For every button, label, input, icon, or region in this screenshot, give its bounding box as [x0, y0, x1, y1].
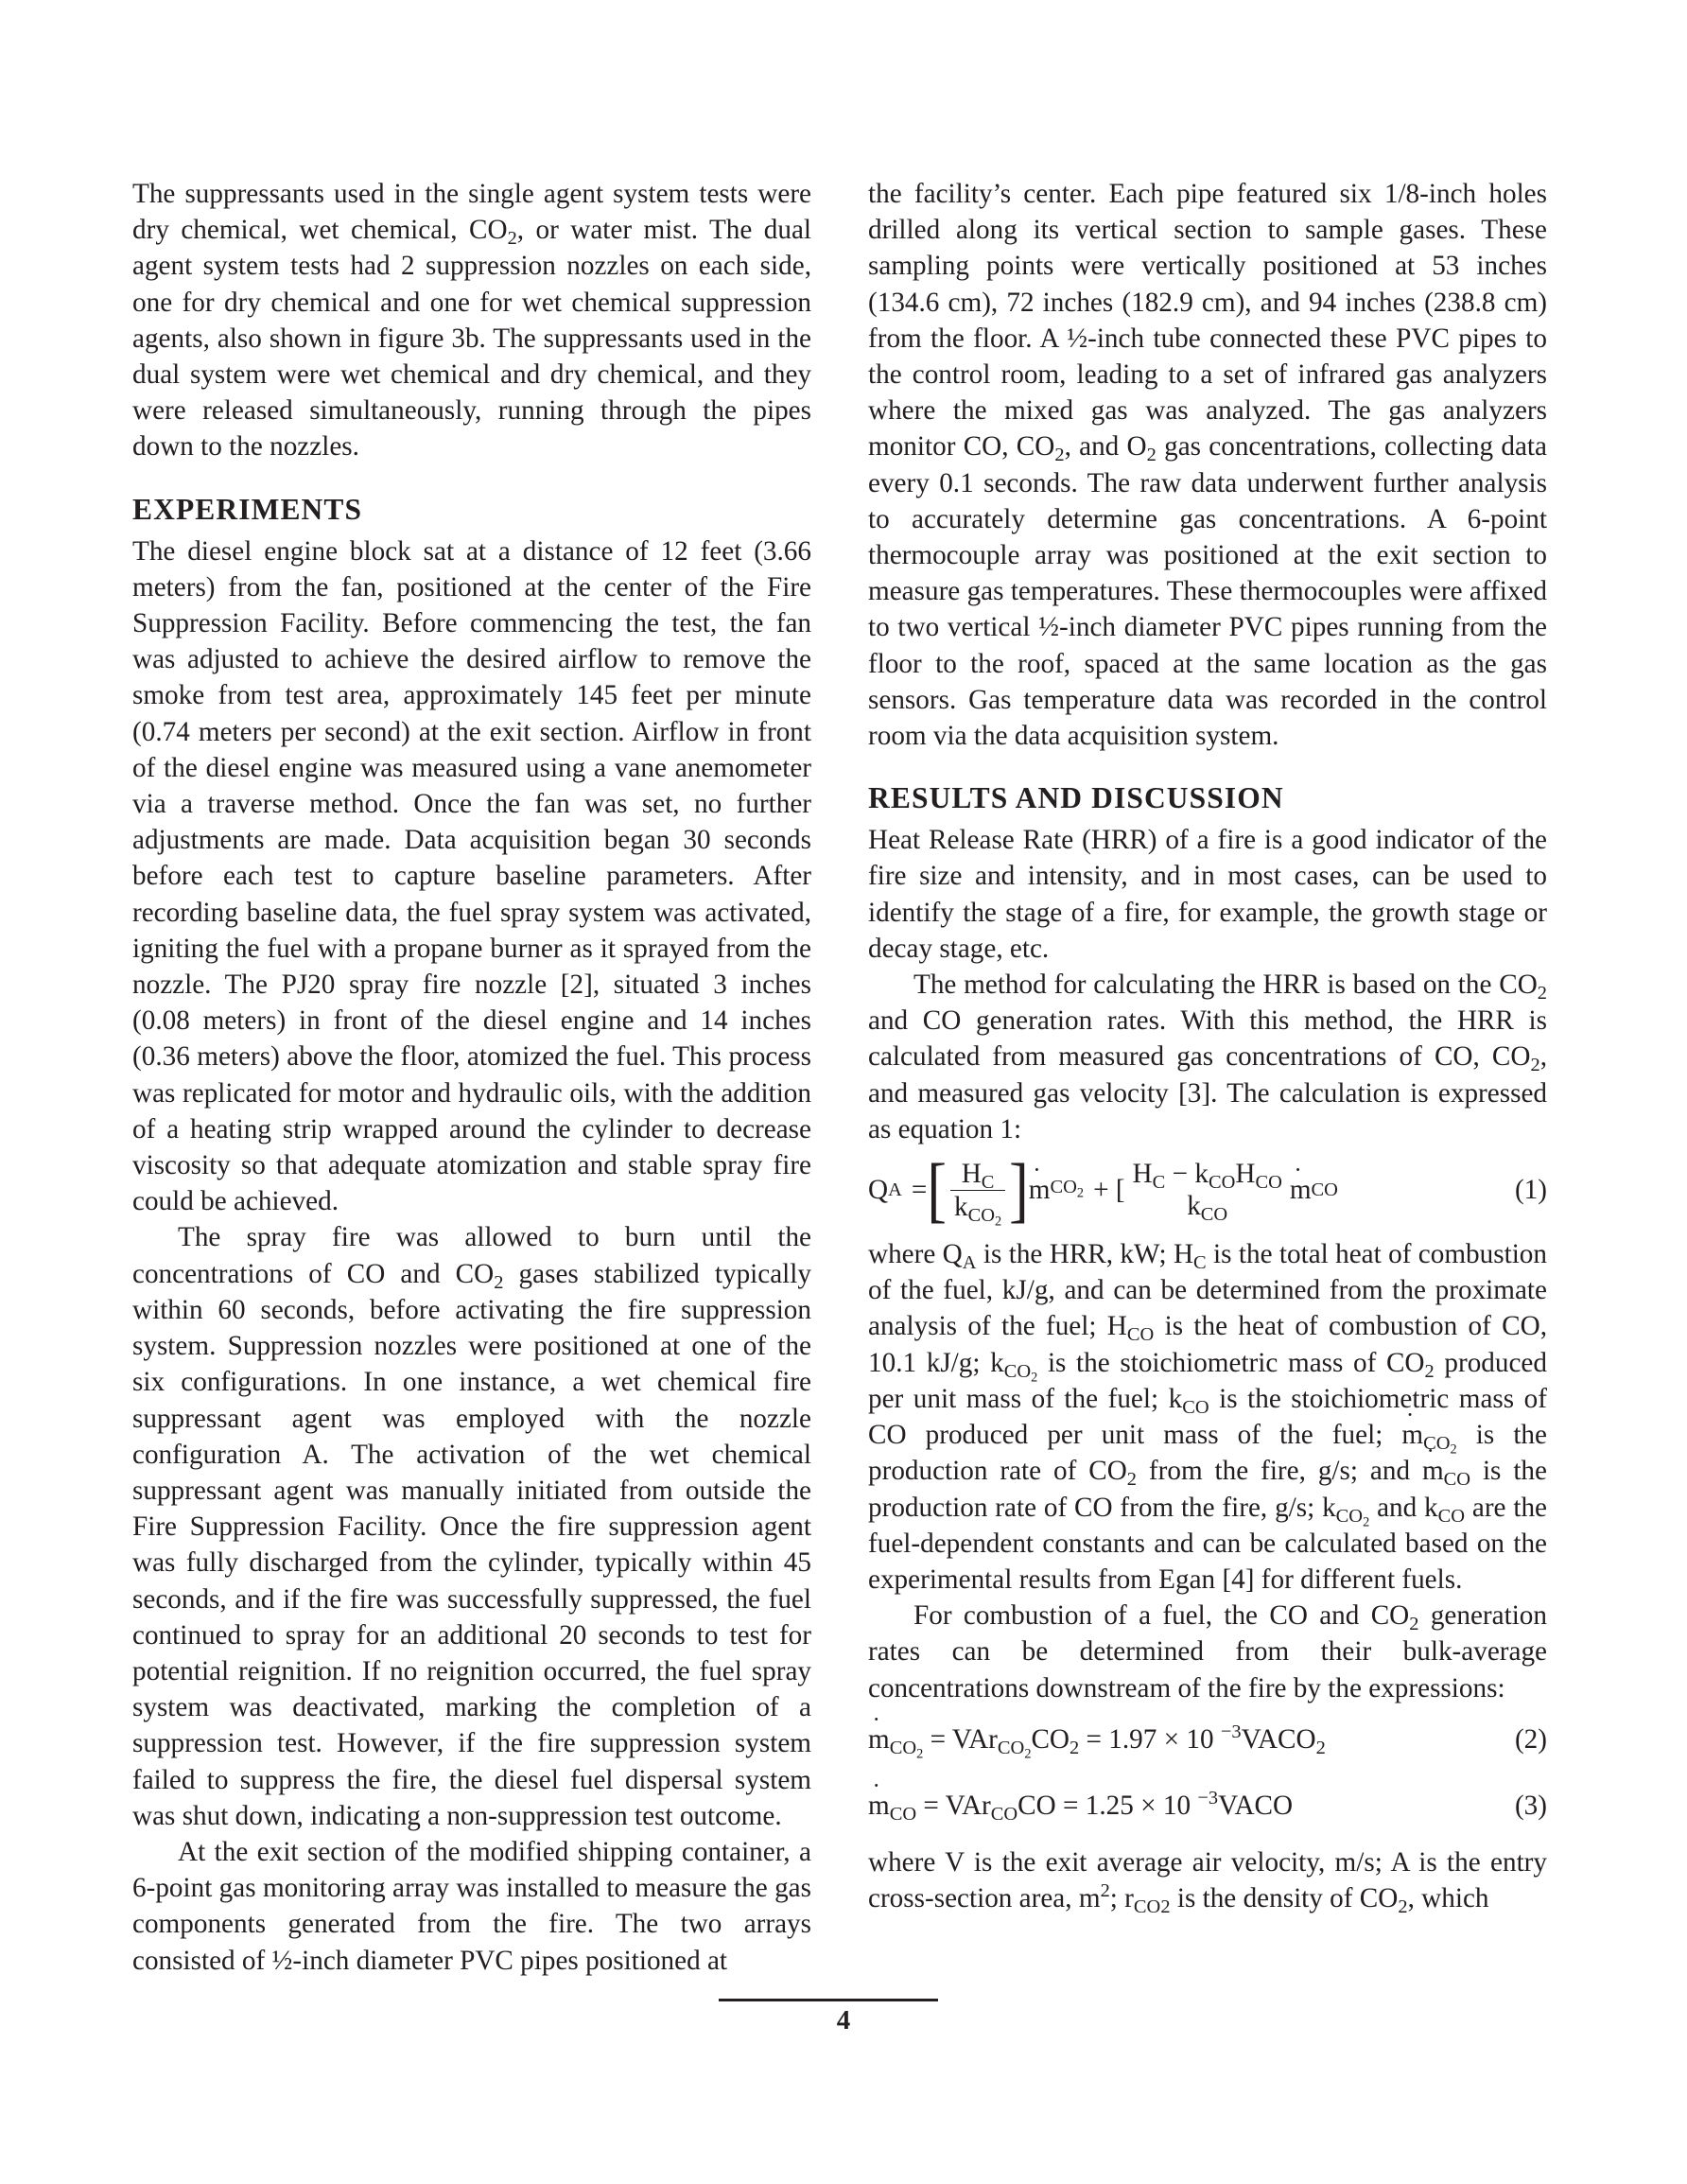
subscript: 2 [494, 1271, 504, 1293]
page-number: 4 [836, 2005, 851, 2035]
equation-2 [868, 1712, 1547, 1773]
subscript: CO [889, 1803, 917, 1825]
subscript: CO [1208, 1172, 1236, 1194]
text: is the stoichiometric mass of CO produced per unit mass of the fuel; [868, 1383, 1547, 1451]
mass-rate-symbol: ˙ m [1401, 1417, 1423, 1453]
subscript: CO [1126, 1324, 1155, 1346]
numerator: H [961, 1158, 982, 1189]
superscript: 2 [1100, 1879, 1110, 1901]
text: , and measured gas velocity [3]. The calculation is expressed as equation 1: [868, 1041, 1547, 1144]
text: is the total heat of combustion of the fuel, kJ/g, and can be determined from the proximate analysis of the fuel; H [868, 1239, 1547, 1342]
eq-operator: = [911, 1174, 928, 1205]
subscript-text: CO [1003, 1360, 1032, 1382]
text: is the production rate of CO [868, 1420, 1547, 1487]
text: where V is the exit average air velocity, m/s; A is the entry cross-section area, m [868, 1846, 1547, 1913]
text: is the heat of combustion of CO, 10.1 kJ/g; k [868, 1311, 1547, 1378]
equation-number: (2) [1514, 1723, 1547, 1755]
subscript: 2 [1126, 1469, 1137, 1491]
eq-text: CO [1031, 1723, 1070, 1755]
equation-1-body: Q A = [ $\frac{H_C}{k_{CO_2}}$ ] ˙ m $CO_2$ + [ $H_C - k_{CO}H_{CO}$ $k_{CO}$ ˙ m CO [868, 1151, 1338, 1229]
subscript [1050, 1176, 1085, 1201]
equation-3-body [868, 1788, 1293, 1824]
eq-text: VACO [1241, 1723, 1316, 1755]
subscript: 2 [1530, 1055, 1540, 1076]
equation-number: (3) [1514, 1790, 1547, 1821]
equation-1 [868, 1151, 1547, 1229]
heading-experiments: EXPERIMENTS [132, 492, 363, 526]
footer-rule [719, 1999, 938, 2001]
left-column [132, 176, 811, 1979]
paragraph-experiments: The diesel engine block sat at a distance of 12 feet (3.66 meters) from the fan, positioned at the center of the Fire Suppression Facility. Before commencing the test, the fan was adjusted to achieve the desired airflow to remove the smoke from test area, approximately 145 feet per minute (0.74 meters per second) at the exit section. Airflow in front of the diesel engine was measured using a vane anemometer via a traverse method. Once the fan was set, no further adjustments are made. Data acquisition began 30 seconds before each test to capture baseline parameters. After recording baseline data, the fuel spray system was activated, igniting the fuel with a propane burner as it sprayed from the nozzle. The PJ20 spray fire nozzle [2], situated 3 inches (0.08 meters) in front of the diesel engine and 14 inches (0.36 meters) above the floor, atomized the fuel. This process was replicated for motor and hydraulic oils, with the addition of a heating strip wrapped around the cylinder to decrease viscosity so that adequate atomization and stable spray fire could be achieved. [132, 535, 811, 1217]
subscript: 2 [1537, 983, 1547, 1005]
text: is the stoichiometric mass of CO [1037, 1347, 1425, 1378]
text: , which [1407, 1882, 1489, 1913]
mass-rate-symbol: ˙ m [1029, 1172, 1051, 1208]
subscript: C [1193, 1252, 1207, 1274]
text: produced per unit mass of the fuel; k [868, 1347, 1547, 1414]
subscript [967, 1204, 1002, 1229]
text: is the density of CO [1170, 1882, 1399, 1913]
eq-symbol: Q [868, 1174, 889, 1205]
subscript: 2 [1054, 445, 1065, 466]
text: is the production rate of CO from the fire, g/s; k [868, 1456, 1547, 1523]
subscript: 2 [1076, 1185, 1085, 1201]
right-column [868, 176, 1547, 1916]
text: the facility’s center. Each pipe featured six 1/8-inch holes drilled along its vertical section to sample gases. These sampling points were vertically positioned at 53 inches (134.6 cm), 72 inches (182.9 cm), and 94 inches (238.8 cm) from the floor. A ½-inch tube connected these PVC pipes to the control room, leading to a set of infrared gas analyzers where the mixed gas was analyzed. The gas analyzers monitor CO, CO [868, 179, 1547, 463]
subscript-text: CO [1050, 1176, 1077, 1197]
text: The suppressants used in the single agent system tests were dry chemical, wet chemical, CO [132, 179, 811, 246]
subscript [997, 1737, 1032, 1762]
heading-results: RESULTS AND DISCUSSION [868, 781, 1284, 815]
text: gas concentrations, collecting data every 0.1 seconds. The raw data underwent further analysis to accurately determine gas concentrations. A 6-point thermocouple array was positioned at the exit section to measure gas temperatures. These thermocouples were affixed to two vertical ½-inch diameter PVC pipes running from the floor to the roof, spaced at the same location as the gas sensors. Gas temperature data was recorded in the control room via the data acquisition system. [868, 431, 1547, 752]
subscript-text: CO [889, 1737, 917, 1758]
equation-number: (1) [1514, 1175, 1547, 1206]
subscript: 2 [916, 1746, 924, 1762]
subscript: C [1152, 1172, 1166, 1194]
subscript: 2 [1031, 1370, 1038, 1386]
superscript: −3 [1197, 1787, 1219, 1808]
text: generation rates can be determined from their bulk-average concentrations downstream of the fire by the expressions: [868, 1600, 1547, 1704]
paragraph-where-v [868, 1844, 1547, 1916]
denominator: k [953, 1191, 968, 1222]
bracket-icon: ] [1009, 1149, 1029, 1231]
subscript: 2 [507, 228, 517, 250]
paragraph-gas-monitoring: At the exit section of the modified shipping container, a 6-point gas monitoring array was installed to measure the gas components generated from the fire. The two arrays consisted of ½-inch diameter PVC pipes positioned at [132, 1836, 811, 1976]
subscript: CO [1255, 1172, 1282, 1194]
superscript: −3 [1220, 1721, 1242, 1742]
text: gases stabilized typically within 60 seconds, before activating the fire suppression system. Suppression nozzles were positioned at one of the six configurations. In one instance, a wet chemical fire suppressant agent was employed with the nozzle configuration A. The activation of the wet chemical suppressant agent was manually initiated from outside the Fire Suppression Facility. Once the fire suppression agent was fully discharged from the cylinder, typically within 45 seconds, and if the fire was successfully suppressed, the fuel continued to spray for an additional 20 seconds to test for potential reignition. If no reignition occurred, the fuel spray system was deactivated, marking the completion of a suppression test. However, if the fire suppression system failed to suppress the fire, the diesel fuel dispersal system was shut down, indicating a non-suppression test outcome. [132, 1258, 811, 1831]
eq-operator: + [ [1093, 1174, 1125, 1205]
subscript: 2 [1424, 1360, 1435, 1382]
fraction [1129, 1158, 1286, 1226]
subscript: CO [1443, 1469, 1471, 1491]
subscript [889, 1737, 924, 1762]
bracket-icon: [ [927, 1149, 947, 1231]
numerator: H [1132, 1159, 1153, 1190]
eq-text: = 1.97 × 10 [1079, 1723, 1221, 1755]
subscript-text: CO [997, 1737, 1025, 1758]
subscript-text: CO [1335, 1505, 1364, 1527]
subscript: 2 [1315, 1737, 1326, 1758]
numerator: − k [1165, 1159, 1209, 1190]
mass-rate-symbol: ˙ m [868, 1721, 890, 1757]
text: from the fire, g/s; and [1137, 1456, 1422, 1487]
text: The method for calculating the HRR is based on the CO [913, 970, 1538, 1001]
text: where Q [868, 1239, 963, 1270]
subscript: C [981, 1171, 995, 1193]
paragraph-hrr: Heat Release Rate (HRR) of a fire is a good indicator of the fire size and intensity, and in most cases, can be used to identify the stage of a fire, for example, the growth stage or decay stage, etc. [868, 825, 1547, 964]
text: and k [1369, 1492, 1438, 1523]
mass-rate-symbol: ˙ m [868, 1788, 890, 1824]
text: For combustion of a fuel, the CO and CO [913, 1600, 1410, 1632]
text: is the HRR, kW; H [976, 1239, 1194, 1270]
subscript: A [962, 1252, 977, 1274]
subscript [1003, 1360, 1038, 1386]
equation-3 [868, 1778, 1547, 1839]
paragraph-method [868, 967, 1547, 1147]
subscript-text: CO [967, 1204, 995, 1226]
subscript: CO [1182, 1397, 1209, 1419]
subscript: 2 [1409, 1614, 1419, 1635]
subscript: CO [1437, 1505, 1466, 1527]
paragraph-suppressants [132, 176, 811, 465]
text: ; r [1109, 1882, 1134, 1913]
paragraph-where-qa [868, 1236, 1547, 1598]
subscript: 2 [1398, 1896, 1408, 1918]
text: The spray fire was allowed to burn until the concentrations of CO and CO [132, 1222, 811, 1289]
numerator: H [1235, 1159, 1256, 1190]
subscript-text: CO [1423, 1433, 1451, 1455]
subscript: 2 [1363, 1513, 1370, 1529]
subscript: 2 [1450, 1441, 1457, 1458]
fraction [950, 1158, 1005, 1229]
eq-text: = VAr [923, 1723, 998, 1755]
subscript: 2 [1146, 445, 1157, 466]
text: and CO generation rates. With this method, the HRR is calculated from measured gas concentrations of CO, CO [868, 1005, 1547, 1073]
text: , or water mist. The dual agent system tests had 2 suppression nozzles on each side, one for dry chemical and one for wet chemical suppression agents, also shown in figure 3b. The suppressants used in the dual system were wet chemical and dry chemical, and they were released simultaneously, running through the pipes down to the nozzles. [132, 215, 812, 463]
eq-text: CO = 1.25 × 10 [1017, 1790, 1198, 1821]
paragraph-combustion [868, 1598, 1547, 1706]
paragraph-facility-center [868, 176, 1547, 754]
subscript: CO2 [1133, 1896, 1171, 1918]
subscript: 2 [1024, 1746, 1032, 1762]
subscript: 2 [1070, 1737, 1080, 1758]
paragraph-spray-fire [132, 1219, 811, 1833]
subscript: CO [990, 1803, 1018, 1825]
denominator: k [1187, 1191, 1201, 1222]
subscript [1336, 1506, 1370, 1527]
mass-rate-symbol: ˙ m [1290, 1172, 1312, 1208]
text: are the fuel-dependent constants and can be calculated based on the experimental results from Egan [4] for different fuels. [868, 1492, 1547, 1595]
equation-2-body [868, 1721, 1326, 1762]
subscript: CO [1200, 1204, 1228, 1226]
eq-text: = VAr [916, 1790, 991, 1821]
mass-rate-symbol: ˙ m [1422, 1453, 1444, 1489]
eq-text: VACO [1218, 1790, 1294, 1821]
text: , and O [1064, 431, 1147, 463]
subscript: 2 [994, 1213, 1002, 1229]
